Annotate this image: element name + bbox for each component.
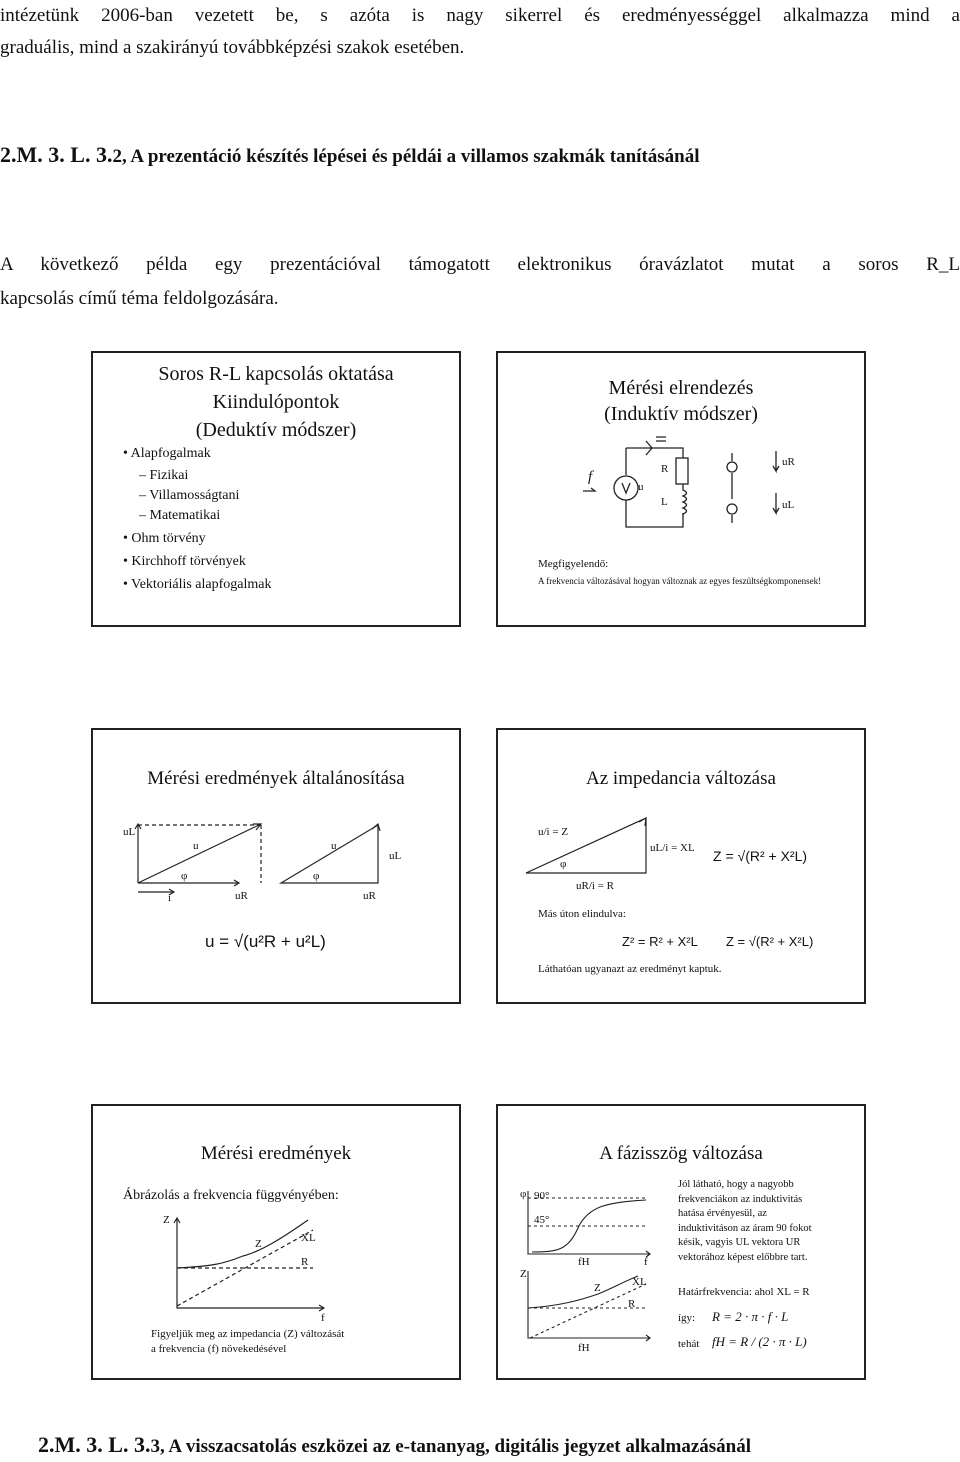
s6-text-line: induktivitáson az áram 90 fokot <box>678 1222 812 1234</box>
s3-label-ul-2: uL <box>389 850 402 862</box>
s5-label-r: R <box>301 1256 309 1268</box>
sub-bullet-item: – Fizikai <box>139 468 189 483</box>
sub-bullet-item: – Villamosságtani <box>139 488 240 503</box>
slide5-title: Mérési eredmények <box>200 1143 352 1164</box>
s6-label-fh: fH <box>578 1256 590 1268</box>
slide2-note-2: A frekvencia változásával hogyan változnak az egyes feszültségkomponensek! <box>538 576 822 586</box>
slide1-title-3: (Deduktív módszer) <box>195 419 357 441</box>
s5-label-xl: XL <box>301 1232 316 1244</box>
s6-text-line: frekvenciákon az induktivitás <box>678 1193 803 1205</box>
heading-text: 2, A prezentáció készítés lépései és példái a villamos szakmák tanításánál <box>112 146 700 167</box>
slide5-note-2: a frekvencia (f) növekedésével <box>151 1343 287 1355</box>
s3-label-ul: uL <box>123 826 136 838</box>
s6-text-line: hatása érvényesül, az <box>678 1208 767 1219</box>
s6-text-line: Jól látható, hogy a nagyobb <box>678 1179 794 1190</box>
bullet-item: • Vektoriális alapfogalmak <box>123 577 272 592</box>
s6-label-90: 90° <box>534 1190 550 1202</box>
s6-tehat: tehát <box>678 1338 700 1350</box>
s4-label-phi: φ <box>560 858 567 870</box>
slide-meresi-elrendezes <box>496 351 866 627</box>
bullet-item: • Ohm törvény <box>123 531 206 546</box>
s3-label-ur: uR <box>235 890 248 902</box>
s6-label-f: f <box>644 1256 648 1268</box>
s6-text-line: késik, vagyis UL vektora UR <box>678 1237 801 1248</box>
label-ur: uR <box>782 456 795 468</box>
s6-label-phi: φ <box>520 1188 527 1200</box>
s6-formula-1: R = 2 · π · f · L <box>712 1309 789 1324</box>
label-u: u <box>638 481 644 493</box>
slide-meresi-eredmenyek <box>91 1104 461 1380</box>
s3-label-u-2: u <box>331 840 337 852</box>
slide-impedancia-valtozasa <box>496 728 866 1004</box>
s4-text-2: Láthatóan ugyanazt az eredményt kaptuk. <box>538 963 722 975</box>
s6-text-line: vektorához képest előbbre tart. <box>678 1251 808 1263</box>
intro-line-2: graduális, mind a szakirányú továbbképzési szakok esetében. <box>0 37 465 58</box>
s3-label-phi-2: φ <box>313 870 320 882</box>
slide1-title-1: Soros R-L kapcsolás oktatása <box>158 363 394 385</box>
section-heading-3-2 <box>0 142 700 168</box>
slide6-title: A fázisszög változása <box>599 1143 763 1164</box>
slide2-title-2: (Induktív módszer) <box>604 403 758 425</box>
slide2-note-1: Megfigyelendő: <box>538 558 609 570</box>
label-l: L <box>661 496 668 508</box>
heading-code: 2.M. 3. L. 3. <box>0 142 113 167</box>
slide-soros-rl <box>91 351 461 627</box>
s5-label-z: Z <box>255 1238 262 1250</box>
s6-label-z: Z <box>594 1282 601 1294</box>
s3-label-i: i <box>168 892 172 904</box>
paragraph-line-2: kapcsolás című téma feldolgozására. <box>0 288 279 309</box>
s4-label-xl: uL/i = XL <box>650 842 695 854</box>
sub-bullet-item: – Matematikai <box>139 508 221 523</box>
s3-label-phi: φ <box>181 870 188 882</box>
slide5-subtitle: Ábrázolás a frekvencia függvényében: <box>123 1188 339 1203</box>
intro-line-1: intézetünk 2006-ban vezetett be, s azóta is nagy sikerrel és eredményességgel alkalmazza mind a <box>0 5 960 26</box>
s3-label-ur-2: uR <box>363 890 376 902</box>
s6-hatar: Határfrekvencia: ahol XL = R <box>678 1286 810 1298</box>
slide-meresi-eredmenyek-altalanositasa <box>91 728 461 1004</box>
s5-axis-f: f <box>321 1312 325 1324</box>
s4-formula-1: Z = √(R² + X²L) <box>713 848 808 864</box>
label-f: f <box>588 469 593 485</box>
slide4-title: Az impedancia változása <box>586 768 776 789</box>
s6-label-r: R <box>628 1298 636 1310</box>
s6-label-xl: XL <box>632 1276 647 1288</box>
s4-text-1: Más úton elindulva: <box>538 908 626 920</box>
s6-label-z-axis: Z <box>520 1268 527 1280</box>
s4-label-r: uR/i = R <box>576 880 614 892</box>
label-r: R <box>661 463 669 475</box>
s4-label-z: u/i = Z <box>538 826 569 838</box>
section-heading-3-3 <box>38 1432 751 1458</box>
s3-label-u: u <box>193 840 199 852</box>
s4-formula-2: Z² = R² + X²L <box>622 934 698 949</box>
paragraph-line-1: A következő példa egy prezentációval támogatott elektronikus óravázlatot mutat a soros R_L <box>0 254 960 275</box>
slide-fazisszog-valtozasa <box>496 1104 866 1380</box>
s6-text-block <box>678 1178 812 1265</box>
bullet-item: • Kirchhoff törvények <box>123 554 246 569</box>
s3-formula: u = √(u²R + u²L) <box>205 932 326 951</box>
bullet-item: • Alapfogalmak <box>123 446 211 461</box>
slide1-title-2: Kiindulópontok <box>212 391 340 413</box>
intro-paragraph <box>0 0 960 64</box>
label-ul: uL <box>782 499 795 511</box>
s6-label-45: 45° <box>534 1214 550 1226</box>
s6-label-fh-2: fH <box>578 1342 590 1354</box>
slide2-title-1: Mérési elrendezés <box>608 377 754 399</box>
s5-axis-z: Z <box>163 1214 170 1226</box>
slide3-title: Mérési eredmények általánosítása <box>147 768 405 789</box>
phasor-diagrams <box>93 730 461 1004</box>
s4-formula-3: Z = √(R² + X²L) <box>726 934 814 949</box>
slide5-note-1: Figyeljük meg az impedancia (Z) változását <box>151 1328 345 1340</box>
s6-formula-2: fH = R / (2 · π · L) <box>712 1334 807 1349</box>
s6-igy: így: <box>678 1312 696 1324</box>
heading-text: 3, A visszacsatolás eszközei az e-tananyag, digitális jegyzet alkalmazásánál <box>150 1436 752 1457</box>
heading-code: 2.M. 3. L. 3. <box>38 1432 151 1457</box>
body-paragraph <box>0 248 960 316</box>
